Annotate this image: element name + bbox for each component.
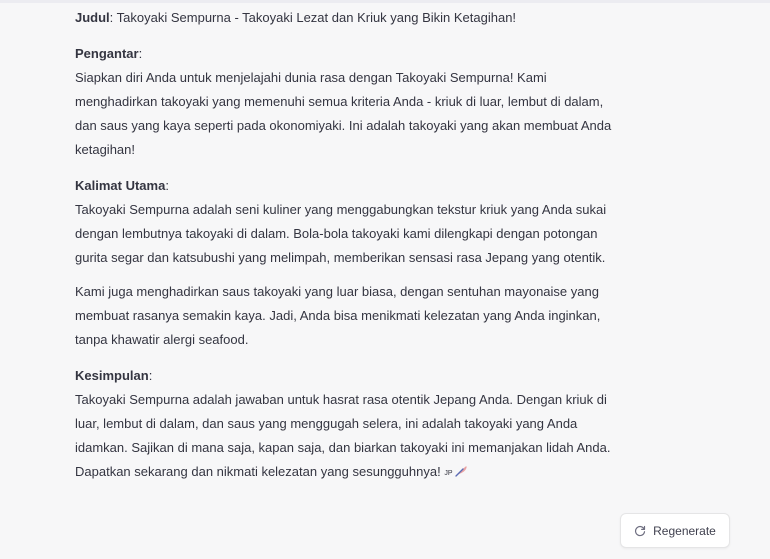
title-text: Takoyaki Sempurna - Takoyaki Lezat dan Kriuk yang Bikin Ketagihan! xyxy=(116,10,517,25)
paragraph-line: dan saus yang kaya seperti pada okonomiyaki. Ini adalah takoyaki yang akan membuat Anda xyxy=(75,118,612,133)
regenerate-label: Regenerate xyxy=(653,523,716,538)
pengantar-section xyxy=(75,42,685,162)
section-heading xyxy=(75,42,685,66)
title-line xyxy=(75,6,685,30)
paragraph xyxy=(75,280,685,352)
paragraph-line: idamkan. Sajikan di mana saja, kapan saja, dan biarkan takoyaki ini memanjakan lidah Anda. xyxy=(75,440,611,455)
paragraph-line: membuat rasanya semakin kaya. Jadi, Anda bisa menikmati kelezatan yang Anda inginkan, xyxy=(75,308,601,323)
paragraph-line: dengan lembutnya takoyaki di dalam. Bola-bola takoyaki kami dilengkapi dengan potongan xyxy=(75,226,598,241)
regenerate-button[interactable] xyxy=(620,513,730,548)
signature-jp: JP xyxy=(444,470,453,477)
heading-colon: : xyxy=(165,178,169,193)
paragraph-line: Kami juga menghadirkan saus takoyaki yang luar biasa, dengan sentuhan mayonaise yang xyxy=(75,284,599,299)
pengantar-heading: Pengantar xyxy=(75,46,139,61)
paragraph-line: gurita segar dan katsubushi yang melimpah, memberikan sensasi rasa Jepang yang otentik. xyxy=(75,250,606,265)
section-heading xyxy=(75,364,685,388)
paragraph-line: ketagihan! xyxy=(75,142,135,157)
paragraph-line: luar, lembut di dalam, dan saus yang menggugah selera, ini adalah takoyaki yang Anda xyxy=(75,416,578,431)
paragraph-line: menghadirkan takoyaki yang memenuhi semua kriteria Anda - kriuk di luar, lembut di dalam, xyxy=(75,94,604,109)
paragraph-line: Takoyaki Sempurna adalah seni kuliner yang menggabungkan tekstur kriuk yang Anda sukai xyxy=(75,202,607,217)
feather-icon xyxy=(454,462,468,486)
kesimpulan-heading: Kesimpulan xyxy=(75,368,149,383)
kesimpulan-section xyxy=(75,364,685,486)
top-divider xyxy=(0,0,770,3)
section-heading xyxy=(75,174,685,198)
paragraph-line: tanpa khawatir alergi seafood. xyxy=(75,332,249,347)
paragraph-line: Takoyaki Sempurna adalah jawaban untuk hasrat rasa otentik Jepang Anda. Dengan kriuk di xyxy=(75,392,607,407)
kalimat-utama-heading: Kalimat Utama xyxy=(75,178,166,193)
heading-colon: : xyxy=(148,368,153,383)
paragraph-line xyxy=(75,460,685,486)
refresh-icon xyxy=(634,525,646,537)
assistant-message xyxy=(75,6,685,486)
title-separator: : xyxy=(109,10,117,25)
kalimat-utama-section xyxy=(75,174,685,352)
closing-text: Dapatkan sekarang dan nikmati kelezatan yang sesungguhnya! xyxy=(75,464,445,479)
heading-colon: : xyxy=(138,46,143,61)
paragraph-line: Siapkan diri Anda untuk menjelajahi dunia rasa dengan Takoyaki Sempurna! Kami xyxy=(75,70,547,85)
title-label: Judul xyxy=(75,10,110,25)
